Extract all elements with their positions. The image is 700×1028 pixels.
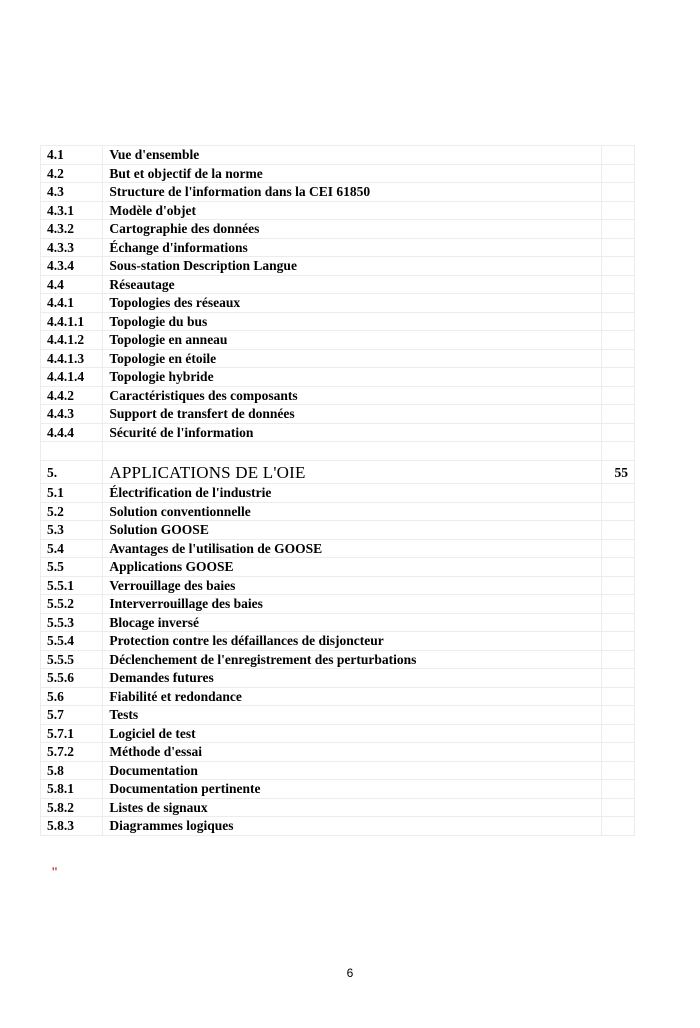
toc-row [41, 368, 635, 387]
page-number: 6 [346, 966, 354, 980]
toc-page-number [601, 257, 634, 276]
toc-section-number [41, 442, 103, 461]
toc-section-number: 5.1 [41, 484, 103, 503]
toc-section-number: 5.5.5 [41, 650, 103, 669]
toc-section-number: 4.2 [41, 164, 103, 183]
toc-section-title: Méthode d'essai [103, 743, 601, 762]
toc-section-number: 4.4.1.4 [41, 368, 103, 387]
toc-section-title: Topologie hybride [103, 368, 601, 387]
toc-section-number: 5.3 [41, 521, 103, 540]
toc-section-title: Réseautage [103, 275, 601, 294]
toc-page-number [601, 238, 634, 257]
toc-row [41, 201, 635, 220]
toc-row [41, 183, 635, 202]
toc-section-number: 4.3.3 [41, 238, 103, 257]
toc-section-title: Structure de l'information dans la CEI 61850 [103, 183, 601, 202]
toc-section-number: 5.8.2 [41, 798, 103, 817]
toc-section-title: Documentation [103, 761, 601, 780]
toc-page-number [601, 146, 634, 165]
toc-row [41, 539, 635, 558]
toc-row [41, 220, 635, 239]
toc-row [41, 798, 635, 817]
toc-section-title: Électrification de l'industrie [103, 484, 601, 503]
toc-section-number: 4.4.1.2 [41, 331, 103, 350]
toc-section-title: Sécurité de l'information [103, 423, 601, 442]
table-of-contents [40, 145, 635, 836]
toc-row [41, 595, 635, 614]
toc-row [41, 780, 635, 799]
toc-section-number: 4.4.3 [41, 405, 103, 424]
toc-section-title: Topologies des réseaux [103, 294, 601, 313]
toc-section-title: Solution conventionnelle [103, 502, 601, 521]
toc-section-title: Tests [103, 706, 601, 725]
toc-section-number: 4.4.4 [41, 423, 103, 442]
toc-page-number [601, 164, 634, 183]
toc-row [41, 484, 635, 503]
toc-spacer-row [41, 442, 635, 461]
toc-page-number [601, 798, 634, 817]
toc-section-number: 4.1 [41, 146, 103, 165]
toc-page-number [601, 632, 634, 651]
toc-section-number: 5.4 [41, 539, 103, 558]
toc-section-title: Topologie en anneau [103, 331, 601, 350]
toc-page-number [601, 331, 634, 350]
toc-row [41, 706, 635, 725]
toc-page-number [601, 220, 634, 239]
toc-page-number [601, 761, 634, 780]
toc-row [41, 724, 635, 743]
toc-section-title: Diagrammes logiques [103, 817, 601, 836]
toc-section-title: Échange d'informations [103, 238, 601, 257]
toc-section-number: 5.5.3 [41, 613, 103, 632]
toc-section-title: Sous-station Description Langue [103, 257, 601, 276]
toc-page-number [601, 743, 634, 762]
toc-section-title: Demandes futures [103, 669, 601, 688]
toc-row [41, 257, 635, 276]
toc-page-number [601, 576, 634, 595]
toc-row [41, 817, 635, 836]
toc-body [41, 146, 635, 836]
toc-page-number [601, 183, 634, 202]
toc-section-title: Listes de signaux [103, 798, 601, 817]
toc-page-number [601, 201, 634, 220]
toc-section-number: 5.7.1 [41, 724, 103, 743]
toc-section-number: 5.5.6 [41, 669, 103, 688]
toc-section-title: Applications GOOSE [103, 558, 601, 577]
toc-section-number: 4.4.1 [41, 294, 103, 313]
toc-row [41, 687, 635, 706]
toc-section-title: Blocage inversé [103, 613, 601, 632]
toc-row [41, 576, 635, 595]
toc-row [41, 558, 635, 577]
toc-section-number: 5.5.1 [41, 576, 103, 595]
toc-section-title: But et objectif de la norme [103, 164, 601, 183]
toc-section-number: 5.6 [41, 687, 103, 706]
toc-section-number: 5.8.3 [41, 817, 103, 836]
toc-section-title: Topologie en étoile [103, 349, 601, 368]
toc-section-number: 5.5.2 [41, 595, 103, 614]
toc-page-number: 55 [601, 461, 634, 484]
toc-section-number: 5.7.2 [41, 743, 103, 762]
toc-page-number [601, 423, 634, 442]
toc-section-number: 4.3 [41, 183, 103, 202]
toc-page-number [601, 595, 634, 614]
toc-section-title: Protection contre les défaillances de disjoncteur [103, 632, 601, 651]
toc-section-number: 4.3.4 [41, 257, 103, 276]
toc-section-title: Fiabilité et redondance [103, 687, 601, 706]
toc-section-number: 5.8 [41, 761, 103, 780]
toc-section-number: 5.8.1 [41, 780, 103, 799]
toc-row [41, 423, 635, 442]
toc-page-number [601, 368, 634, 387]
toc-page-number [601, 502, 634, 521]
toc-page-number [601, 386, 634, 405]
toc-section-title [103, 442, 601, 461]
toc-row [41, 502, 635, 521]
toc-section-number: 5.7 [41, 706, 103, 725]
toc-section-title: Logiciel de test [103, 724, 601, 743]
toc-section-title: Modèle d'objet [103, 201, 601, 220]
toc-row [41, 238, 635, 257]
toc-row [41, 650, 635, 669]
toc-row [41, 331, 635, 350]
toc-page-number [601, 558, 634, 577]
toc-page-number [601, 650, 634, 669]
toc-row [41, 743, 635, 762]
toc-section-number: 4.4 [41, 275, 103, 294]
toc-section-number: 5.5 [41, 558, 103, 577]
toc-section-number: 4.4.1.3 [41, 349, 103, 368]
toc-section-title: Solution GOOSE [103, 521, 601, 540]
toc-page-number [601, 521, 634, 540]
toc-section-title: Caractéristiques des composants [103, 386, 601, 405]
toc-section-title: APPLICATIONS DE L'OIE [103, 461, 601, 484]
toc-chapter-row [41, 461, 635, 484]
toc-page-number [601, 613, 634, 632]
toc-section-title: Interverrouillage des baies [103, 595, 601, 614]
toc-row [41, 632, 635, 651]
toc-row [41, 275, 635, 294]
toc-section-number: 5.2 [41, 502, 103, 521]
stray-quote-mark: " [51, 864, 59, 879]
toc-row [41, 386, 635, 405]
toc-row [41, 761, 635, 780]
toc-page-number [601, 539, 634, 558]
toc-section-number: 5.5.4 [41, 632, 103, 651]
toc-section-title: Déclenchement de l'enregistrement des perturbations [103, 650, 601, 669]
toc-section-title: Cartographie des données [103, 220, 601, 239]
toc-row [41, 294, 635, 313]
toc-section-title: Support de transfert de données [103, 405, 601, 424]
toc-page-number [601, 275, 634, 294]
toc-page-number [601, 780, 634, 799]
toc-row [41, 521, 635, 540]
toc-section-number: 4.3.2 [41, 220, 103, 239]
toc-row [41, 405, 635, 424]
toc-section-title: Topologie du bus [103, 312, 601, 331]
toc-section-number: 5. [41, 461, 103, 484]
toc-page-number [601, 669, 634, 688]
toc-section-title: Vue d'ensemble [103, 146, 601, 165]
toc-section-title: Avantages de l'utilisation de GOOSE [103, 539, 601, 558]
toc-page-number [601, 817, 634, 836]
toc-page-number [601, 687, 634, 706]
toc-row [41, 349, 635, 368]
toc-section-number: 4.4.1.1 [41, 312, 103, 331]
toc-page-number [601, 312, 634, 331]
toc-row [41, 164, 635, 183]
toc-row [41, 669, 635, 688]
toc-row [41, 146, 635, 165]
toc-page-number [601, 484, 634, 503]
toc-page-number [601, 706, 634, 725]
toc-row [41, 312, 635, 331]
toc-page-number [601, 294, 634, 313]
toc-page-number [601, 724, 634, 743]
toc-page-number [601, 349, 634, 368]
toc-row [41, 613, 635, 632]
toc-page-number [601, 442, 634, 461]
toc-page-number [601, 405, 634, 424]
toc-section-number: 4.4.2 [41, 386, 103, 405]
toc-section-title: Documentation pertinente [103, 780, 601, 799]
toc-section-number: 4.3.1 [41, 201, 103, 220]
toc-section-title: Verrouillage des baies [103, 576, 601, 595]
